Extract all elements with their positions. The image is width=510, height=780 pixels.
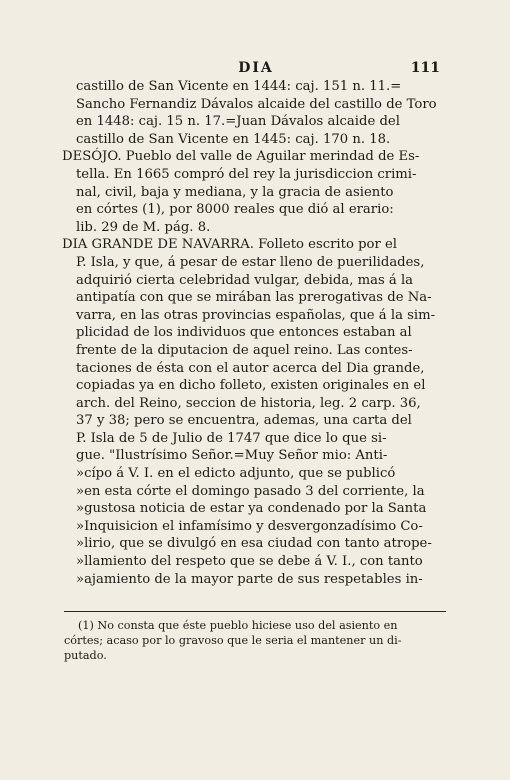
text-line: 37 y 38; pero se encuentra, ademas, una carta del xyxy=(76,413,412,429)
entry-desojo: DESÓJO. Pueblo del valle de Aguilar merindad de Es- xyxy=(62,149,420,165)
text-line: gue. "Ilustrísimo Señor.=Muy Señor mio: Anti- xyxy=(76,448,388,464)
text-line: arch. del Reino, seccion de historia, leg. 2 carp. 36, xyxy=(76,395,421,411)
footnote-line: putado. xyxy=(64,649,107,662)
page-header xyxy=(72,60,440,80)
text-line: »lirio, que se divulgó en esa ciudad con tanto atrope- xyxy=(76,536,432,552)
footnote-line: (1) No consta que éste pueblo hiciese uso del asiento en xyxy=(78,619,398,632)
text-line: antipatía con que se mirában las prerogativas de Na- xyxy=(76,290,432,306)
text-line: »ajamiento de la mayor parte de sus respetables in- xyxy=(76,571,423,587)
text-line: castillo de San Vicente en 1444: caj. 151 n. 11.= xyxy=(76,79,402,94)
text-line: varra, en las otras provincias españolas, que á la sim- xyxy=(76,307,436,323)
text-line: en córtes (1), por 8000 reales que dió al erario: xyxy=(76,202,394,218)
text-line: »gustosa noticia de estar ya condenado por la Santa xyxy=(76,501,427,517)
text-line: taciones de ésta con el autor acerca del Dia grande, xyxy=(76,360,425,376)
page-number: 111 xyxy=(410,60,440,76)
text-line: en 1448: caj. 15 n. 17.=Juan Dávalos alcaide del xyxy=(76,114,400,130)
text-line: lib. 29 de M. pág. 8. xyxy=(76,219,211,235)
text-line: nal, civil, baja y mediana, y la gracia de asiento xyxy=(76,184,394,200)
text-line: tella. En 1665 compró del rey la jurisdiccion crimi- xyxy=(76,166,417,182)
text-line: copiadas ya en dicho folleto, existen originales en el xyxy=(76,378,426,394)
text-line: »cípo á V. I. en el edicto adjunto, que se publicó xyxy=(76,466,396,482)
text-line: »en esta córte el domingo pasado 3 del corriente, la xyxy=(76,483,425,499)
body-text xyxy=(62,78,442,588)
footnote-divider xyxy=(64,611,446,612)
text-line: »Inquisicion el infamísimo y desvergonzadísimo Co- xyxy=(76,518,423,534)
text-line: adquirió cierta celebridad vulgar, debida, mas á la xyxy=(76,272,414,288)
text-line: frente de la diputacion de aquel reino. Las contes- xyxy=(76,342,413,358)
text-line: »llamiento del respeto que se debe á V. I., con tanto xyxy=(76,554,423,570)
footnote xyxy=(64,618,446,663)
entry-dia-grande: DIA GRANDE DE NAVARRA. Folleto escrito por el xyxy=(62,237,397,253)
text-line: Sancho Fernandiz Dávalos alcaide del castillo de Toro xyxy=(76,96,437,112)
running-head: DIA xyxy=(238,60,274,76)
text-line: P. Isla de 5 de Julio de 1747 que dice lo que si- xyxy=(76,430,387,446)
text-line: castillo de San Vicente en 1445: caj. 170 n. 18. xyxy=(76,131,391,147)
footnote-line: córtes; acaso por lo gravoso que le seria el mantener un di- xyxy=(64,634,402,647)
text-line: P. Isla, y que, á pesar de estar lleno de puerilidades, xyxy=(76,254,425,270)
text-line: plicidad de los individuos que entonces estaban al xyxy=(76,325,412,341)
